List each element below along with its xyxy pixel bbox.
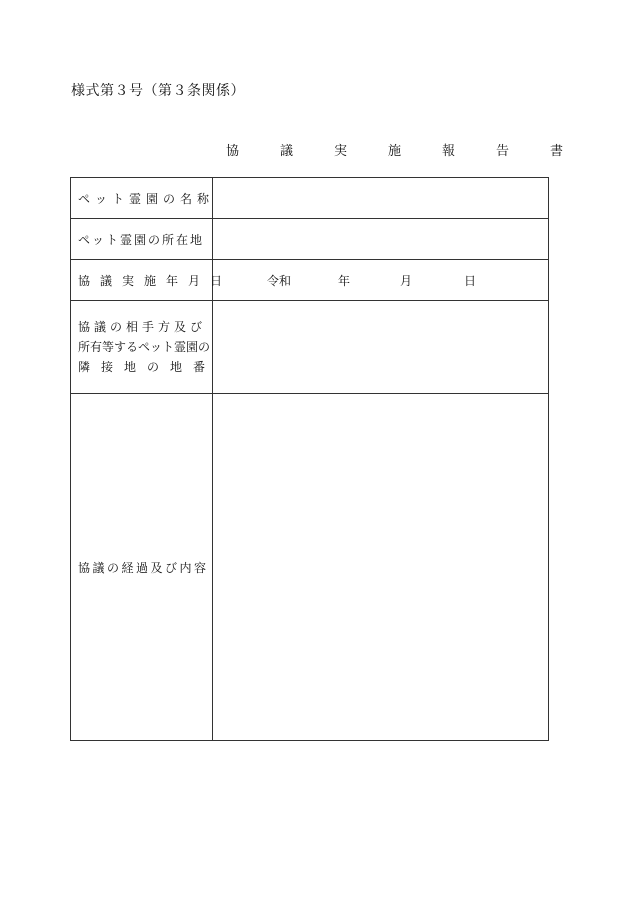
field-details[interactable] — [213, 394, 549, 741]
field-parties[interactable] — [213, 301, 549, 394]
field-cemetery-location[interactable] — [213, 219, 549, 260]
field-cemetery-name[interactable] — [213, 178, 549, 219]
label-parties-line-2: 所有等するペット霊園の — [78, 340, 211, 354]
report-table — [70, 177, 549, 741]
date-month-label: 月 — [400, 273, 413, 288]
date-day-label: 日 — [464, 273, 477, 288]
table-row-cemetery-name — [71, 178, 549, 219]
label-cemetery-location-text: ペット霊園の所在地 — [78, 232, 205, 247]
label-parties-line-3: 隣接地の地番 — [78, 360, 217, 374]
label-date — [71, 260, 233, 301]
date-era: 令和 — [267, 273, 292, 288]
label-date-text: 協議実施年月日 — [78, 273, 233, 288]
table-row-details — [71, 394, 549, 741]
table-row-cemetery-location — [71, 219, 549, 260]
table-row-parties — [71, 301, 549, 394]
document-title: 協 議 実 施 報 告 書 — [226, 144, 578, 159]
label-parties — [71, 301, 217, 394]
label-cemetery-location — [71, 219, 213, 260]
form-number: 様式第３号（第３条関係） — [71, 83, 245, 99]
label-details-text: 協議の経過及び内容 — [78, 560, 209, 575]
field-date[interactable] — [213, 260, 549, 301]
date-row — [213, 272, 548, 289]
label-parties-line-1: 協議の相手方及び — [78, 320, 207, 334]
label-details — [71, 394, 213, 741]
table-row-date — [71, 260, 549, 301]
label-cemetery-name-text: ペット霊園の名称 — [78, 191, 215, 206]
label-cemetery-name — [71, 178, 213, 219]
date-year-label: 年 — [338, 273, 351, 288]
